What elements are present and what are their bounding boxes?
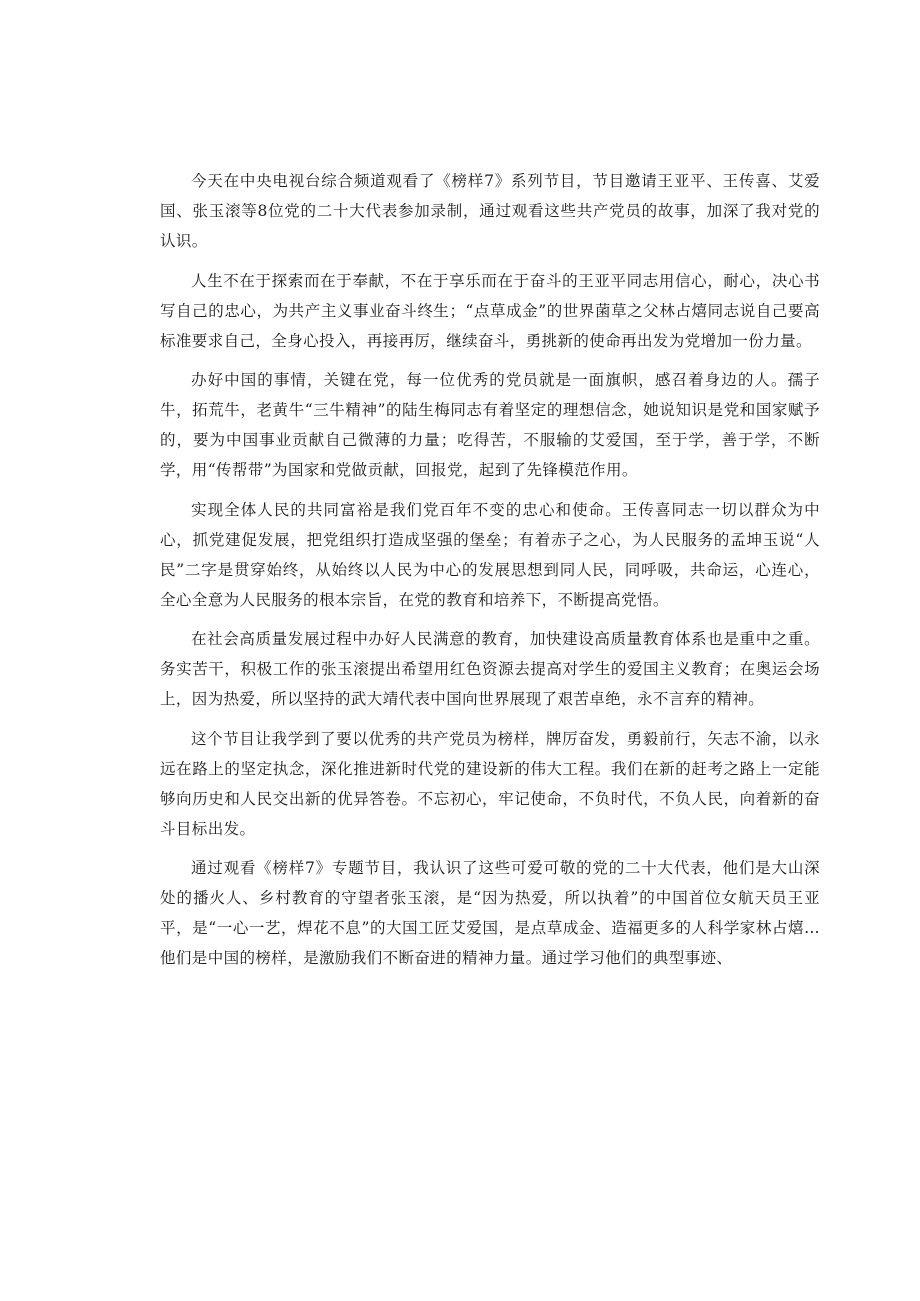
paragraph-5: 在社会高质量发展过程中办好人民满意的教育，加快建设高质量教育体系也是重中之重。务实苦干，积极工作的张玉滚提出希望用红色资源去提高对学生的爱国主义教育；在奥运会场上，因为热爱，所以坚持的武大靖代表中国向世界展现了艰苦卓绝，永不言弃的精神。 (160, 630, 820, 708)
paragraph-1: 今天在中央电视台综合频道观看了《榜样7》系列节目，节目邀请王亚平、王传喜、艾爱国、张玉滚等8位党的二十大代表参加录制，通过观看这些共产党员的故事，加深了我对党的认识。 (160, 172, 820, 250)
paragraph-2: 人生不在于探索而在于奉献，不在于享乐而在于奋斗的王亚平同志用信心，耐心，决心书写自己的忠心，为共产主义事业奋斗终生；“点草成金”的世界菌草之父林占熺同志说自己要高标准要求自己，全身心投入，再接再厉，继续奋斗，勇挑新的使命再出发为党增加一份力量。 (160, 271, 820, 350)
paragraph-3: 办好中国的事情，关键在党，每一位优秀的党员就是一面旗帜，感召着身边的人。孺子牛，拓荒牛，老黄牛“三牛精神”的陆生梅同志有着坚定的理想信念，她说知识是党和国家赋予的，要为中国事业贡献自己微薄的力量；吃得苦，不服输的艾爱国，至于学，善于学，不断学，用“传帮带”为国家和党做贡献，回报党，起到了先锋模范作用。 (160, 371, 820, 479)
document-body (160, 166, 820, 983)
paragraph-7: 通过观看《榜样7》专题节目，我认识了这些可爱可敬的党的二十大代表，他们是大山深处的播火人、乡村教育的守望者张玉滚，是“因为热爱，所以执着”的中国首位女航天员王亚平，是“一心一艺，焊花不息”的大国工匠艾爱国，是点草成金、造福更多的人科学家林占熺…他们是中国的榜样，是激励我们不断奋进的精神力量。通过学习他们的典型事迹、 (160, 859, 820, 967)
paragraph-4: 实现全体人民的共同富裕是我们党百年不变的忠心和使命。王传喜同志一切以群众为中心，抓党建促发展，把党组织打造成坚强的堡垒；有着赤子之心，为人民服务的孟坤玉说“人民”二字是贯穿始终，从始终以人民为中心的发展思想到同人民，同呼吸，共命运，心连心，全心全意为人民服务的根本宗旨，在党的教育和培养下，不断提高党悟。 (160, 500, 820, 609)
paragraph-6: 这个节目让我学到了要以优秀的共产党员为榜样，牌厉奋发，勇毅前行，矢志不渝，以永远在路上的坚定执念，深化推进新时代党的建设新的伟大工程。我们在新的赶考之路上一定能够向历史和人民交出新的优异答卷。不忘初心，牢记使命，不负时代，不负人民，向着新的奋斗目标出发。 (160, 729, 820, 838)
